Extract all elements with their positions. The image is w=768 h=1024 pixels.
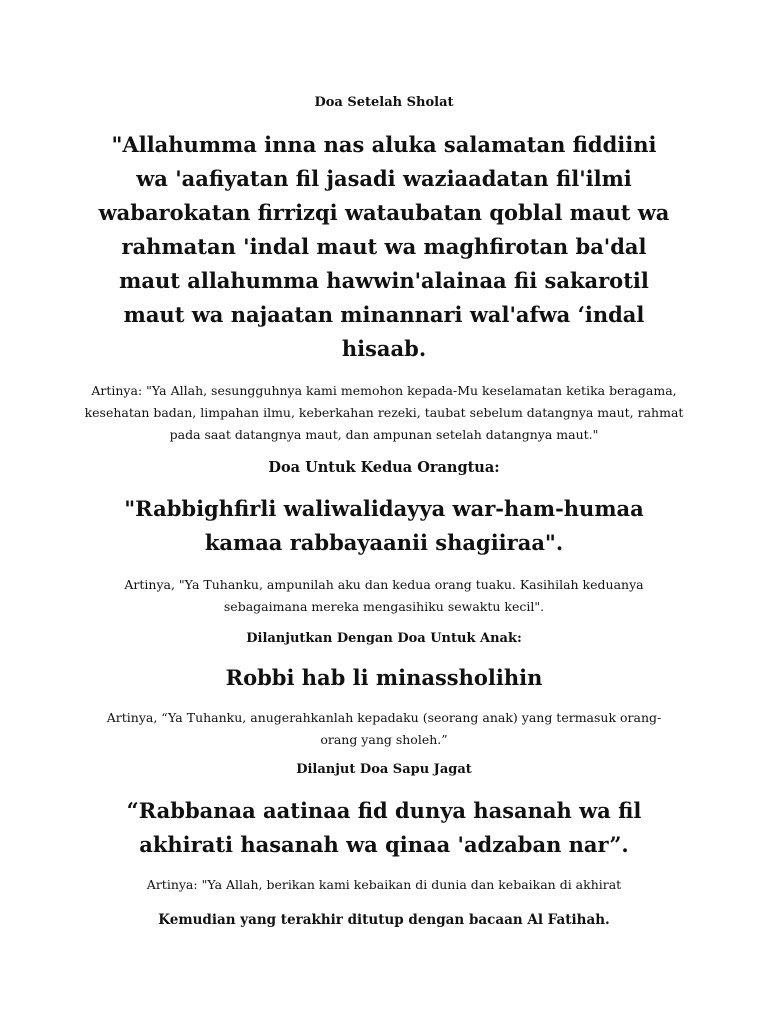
parents-prayer: "Rabbighfirli waliwalidayya war-ham-humaa kamaa rabbayaanii shagiiraa".	[124, 496, 644, 555]
prayer-after-sholat: "Allahumma inna nas aluka salamatan fiddiini wa 'aafiyatan fil jasadi waziaadatan fil'ilmi wabarokatan firrizqi wataubatan qoblal maut wa rahmatan 'indal maut wa maghfirotan ba'dal maut allahumma hawwin'alainaa fii sakarotil maut wa najaatan minannari wal'afwa ‘indal hisaab.	[98, 132, 670, 361]
document-title: Doa Setelah Sholat	[314, 95, 454, 110]
prayer-after-sholat-translation: Artinya: "Ya Allah, sesungguhnya kami memohon kepada-Mu keselamatan ketika beragama, kesehatan badan, limpahan ilmu, keberkahan rezeki, taubat sebelum datangnya maut, rahmat pada saat datangnya maut, dan ampunan setelah datangnya maut."	[84, 383, 684, 442]
parents-prayer-translation: Artinya, "Ya Tuhanku, ampunilah aku dan kedua orang tuaku. Kasihilah keduanya sebagaimana mereka mengasihiku sewaktu kecil".	[124, 577, 644, 614]
child-prayer-heading: Dilanjutkan Dengan Doa Untuk Anak:	[246, 631, 522, 646]
child-prayer: Robbi hab li minassholihin	[225, 665, 543, 690]
sapu-jagat-translation: Artinya: "Ya Allah, berikan kami kebaikan di dunia dan kebaikan di akhirat	[146, 877, 622, 892]
child-prayer-translation: Artinya, “Ya Tuhanku, anugerahkanlah kepadaku (seorang anak) yang termasuk orang-orang yang sholeh.”	[106, 710, 662, 747]
parents-prayer-heading: Doa Untuk Kedua Orangtua:	[268, 459, 500, 476]
closing-note: Kemudian yang terakhir ditutup dengan bacaan Al Fatihah.	[158, 912, 610, 928]
sapu-jagat-prayer: “Rabbanaa aatinaa fid dunya hasanah wa fil akhirati hasanah wa qinaa 'adzaban nar”.	[126, 798, 642, 857]
sapu-jagat-heading: Dilanjut Doa Sapu Jagat	[296, 762, 472, 777]
